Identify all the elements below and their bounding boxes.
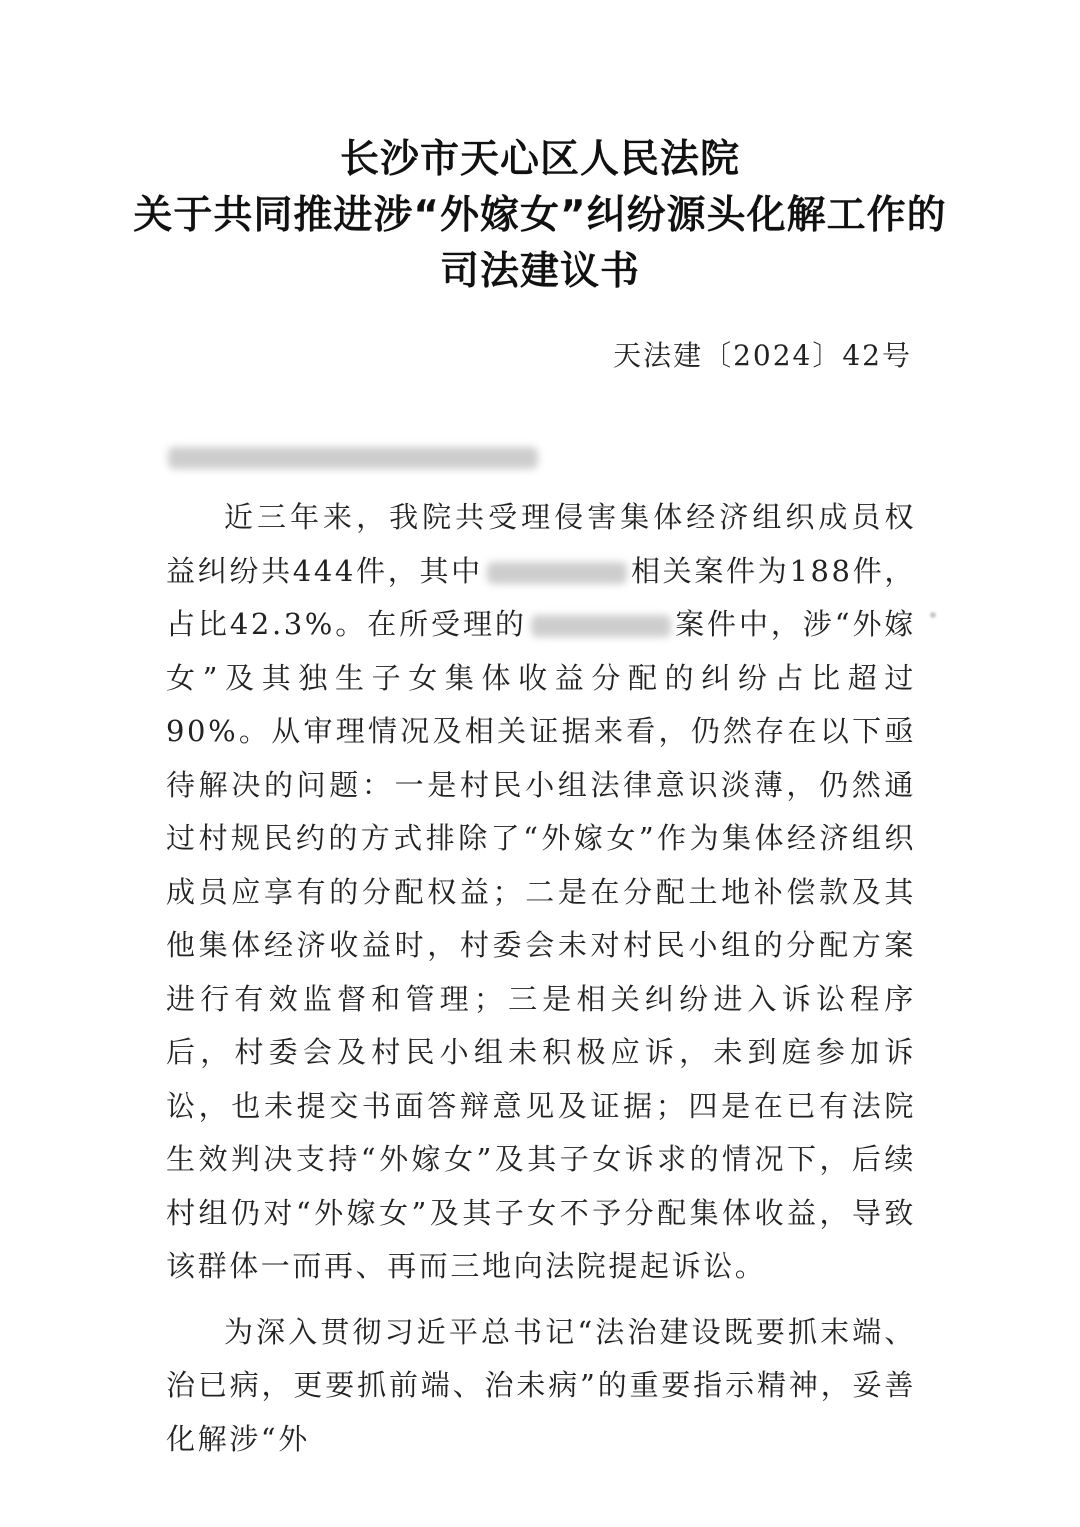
recipient-redacted xyxy=(168,438,548,478)
title-document-type: 司法建议书 xyxy=(439,249,640,294)
document-title xyxy=(0,132,1080,300)
redaction-blur xyxy=(531,615,671,637)
redaction-blur xyxy=(168,447,538,469)
paragraph-1-text-b: 相关案件为188件，占比42.3%。在所受理的 xyxy=(166,553,917,641)
redaction-blur xyxy=(487,562,627,584)
document-body xyxy=(166,491,916,1466)
paragraph-1-text-c: 案件中，涉“外嫁女”及其独生子女集体收益分配的纠纷占比超过90%。从审理情况及相关证据来看，仍然存在以下亟待解决的问题：一是村民小组法律意识淡薄，仍然通过村规民约的方式排除了“外嫁女”作为集体经济组织成员应享有的分配权益；二是在分配土地补偿款及其他集体经济收益时，村委会未对村民小组的分配方案进行有效监督和管理；三是相关纠纷进入诉讼程序后，村委会及村民小组未积极应诉，未到庭参加诉讼，也未提交书面答辩意见及证据；四是在已有法院生效判决支持“外嫁女”及其子女诉求的情况下，后续村组仍对“外嫁女”及其子女不予分配集体收益，导致该群体一而再、再而三地向法院提起诉讼。 xyxy=(166,607,916,1283)
paragraph-1 xyxy=(166,491,916,1294)
scan-speck xyxy=(930,612,936,618)
paragraph-2: 为深入贯彻习近平总书记“法治建设既要抓末端、治已病，更要抓前端、治未病”的重要指示精神，妥善化解涉“外 xyxy=(166,1314,916,1456)
document-number: 天法建〔2024〕42号 xyxy=(613,339,912,372)
paragraph-1-text-a: 近三年来，我院共受理侵害集体经济组织成员权益纠纷共444件，其中 xyxy=(166,500,916,588)
title-subject: 关于共同推进涉“外嫁女”纠纷源头化解工作的 xyxy=(133,193,947,238)
title-court-name: 长沙市天心区人民法院 xyxy=(339,137,740,182)
